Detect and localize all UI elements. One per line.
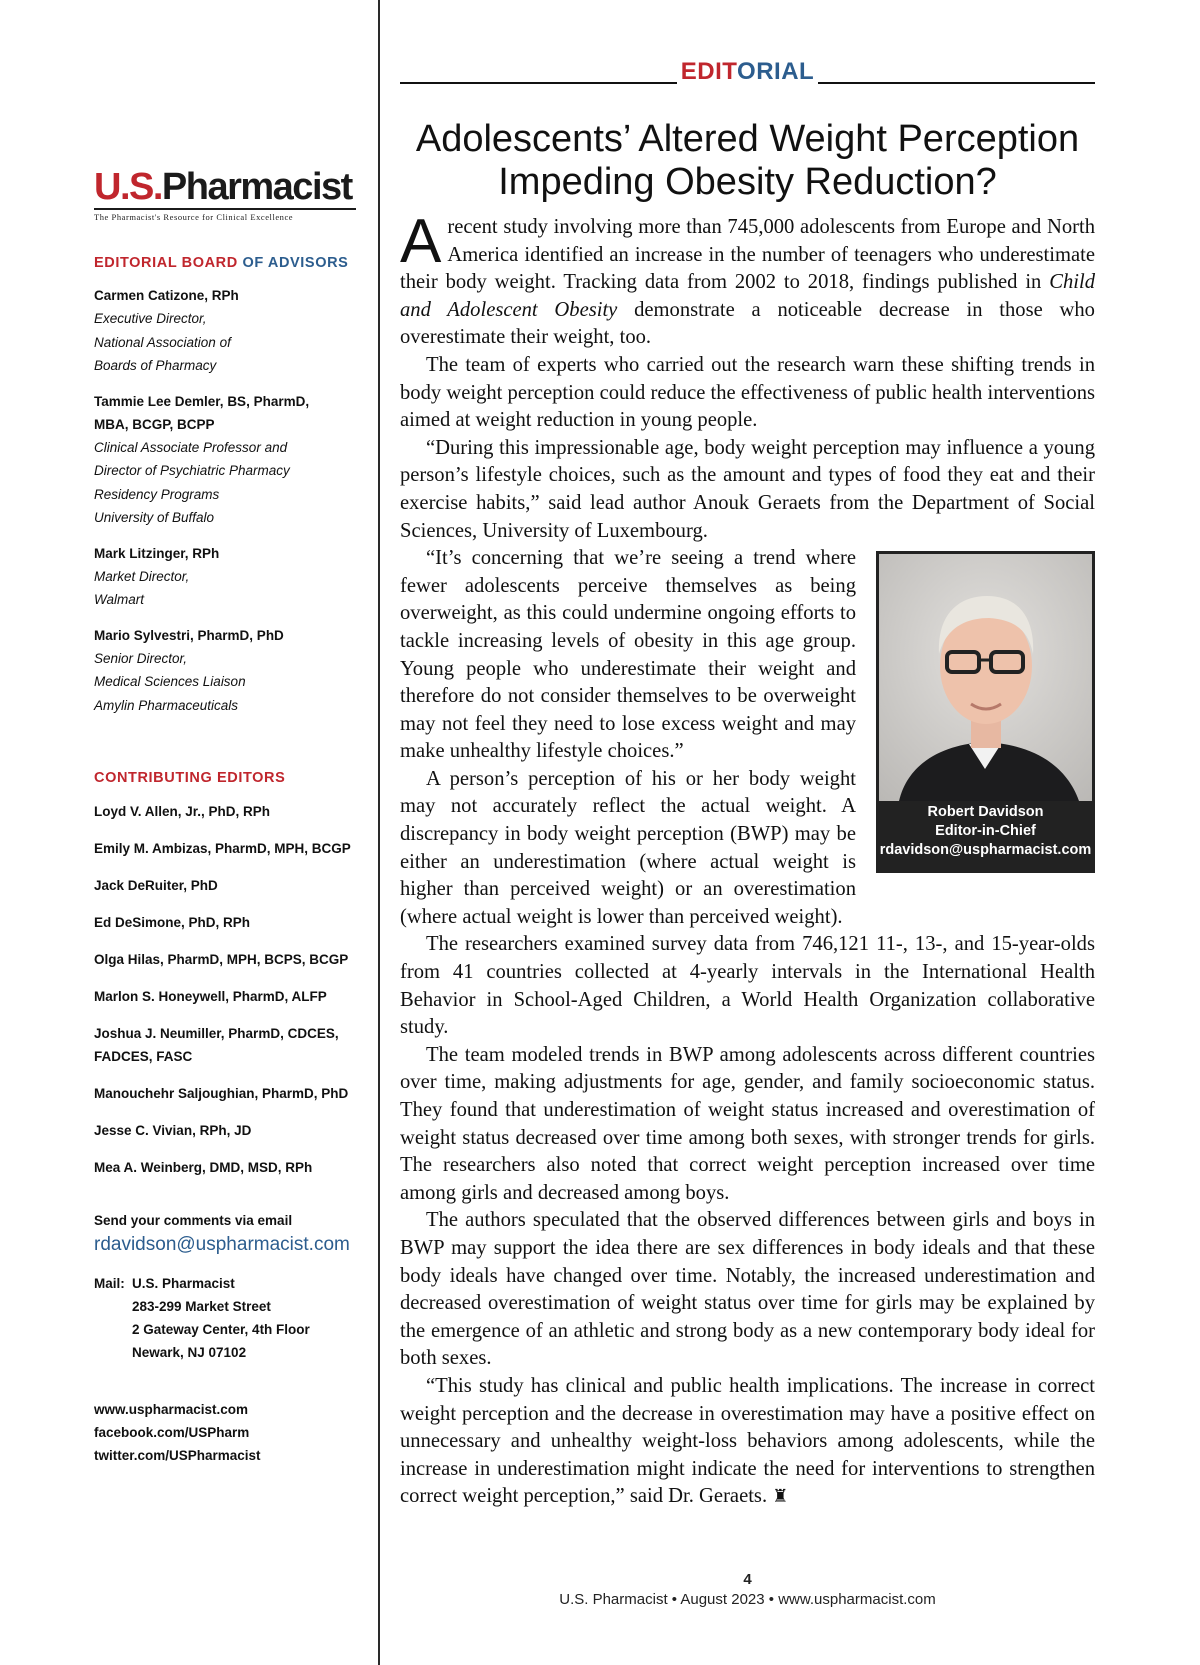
editor-portrait (879, 554, 1092, 801)
member-title: Clinical Associate Professor and (94, 439, 288, 455)
article-headline (400, 118, 1095, 204)
member-name: Carmen Catizone, RPh (94, 288, 239, 303)
member-title: Amylin Pharmaceuticals (94, 697, 239, 713)
paragraph: The team modeled trends in BWP among adolescents across different countries over time, making adjustments for age, gender, and family socioeconomic status. They found that underestimation of weight status increased and overestimation of weight status decreased over time among both sexes, with stronger trends for girls. The researchers also noted that correct weight perception increased over time among girls and decreased among boys. (400, 1043, 1095, 1204)
masthead-logo (94, 168, 356, 222)
page-number: 4 (743, 1571, 752, 1588)
mail-label: Mail: (94, 1276, 125, 1291)
mail-line: Newark, NJ 07102 (132, 1345, 247, 1360)
journal-title: Child and Adolescent Obesity (400, 271, 1095, 321)
paragraph: The researchers examined survey data from 746,121 11-, 13-, and 15-year-olds from 41 countries collected at 4-yearly intervals in the International Health Behavior in School-Aged Children, a World Health Organization collaborative study. (400, 933, 1095, 1039)
logo-text: U.S.Pharmacist (94, 166, 352, 208)
contributors-list (94, 800, 364, 1179)
member-name: Tammie Lee Demler, BS, PharmD, (94, 393, 310, 409)
mail-line: U.S. Pharmacist (132, 1276, 235, 1291)
end-mark-icon: ♜ (772, 1486, 789, 1507)
board-member (94, 624, 364, 718)
board-member (94, 284, 364, 378)
twitter-link[interactable]: twitter.com/USPharmacist (94, 1448, 261, 1463)
member-title: Walmart (94, 592, 145, 607)
editor-photo-box (876, 551, 1095, 873)
mail-address (94, 1272, 364, 1364)
section-label: EDITORIAL (400, 58, 1095, 86)
caption-name: Robert Davidson (927, 804, 1044, 821)
website-link[interactable]: www.uspharmacist.com (94, 1402, 249, 1417)
logo-rule (94, 208, 356, 210)
contributor: Mea A. Weinberg, DMD, MSD, RPh (94, 1160, 313, 1175)
paragraph: Arecent study involving more than 745,000 adolescents from Europe and North America identified an increase in the number of teenagers who underestimate their body weight. Tracking data from 2002 to 2018, findings published in Child and Adolescent Obesity demonstrate a noticeable decrease in those who overestimate their weight, too. (400, 207, 1095, 349)
caption-email[interactable]: rdavidson@uspharmacist.com (879, 842, 1092, 859)
page-footer (400, 1570, 1095, 1610)
paragraph: “It’s concerning that we’re seeing a trend where fewer adolescents perceive themselves as being overweight, as this could undermine ongoing efforts to tackle increasing levels of obesity in this age group. Young people who underestimate their weight and therefore do not consider themselves to be overweight may not feel they need to lose excess weight and may make unhealthy lifestyle choices.” (400, 547, 856, 763)
contributor: Olga Hilas, PharmD, MPH, BCPS, BCGP (94, 952, 349, 967)
contributor: Ed DeSimone, PhD, RPh (94, 915, 251, 930)
contributor: Jesse C. Vivian, RPh, JD (94, 1123, 252, 1138)
contributor: Loyd V. Allen, Jr., PhD, RPh (94, 804, 271, 819)
portrait-illustration (879, 554, 1092, 801)
board-heading: EDITORIAL BOARD OF ADVISORS (94, 255, 349, 271)
caption-role: Editor-in-Chief (935, 823, 1036, 840)
member-title: Medical Sciences Liaison (94, 674, 246, 689)
comments-email-link[interactable]: rdavidson@uspharmacist.com (94, 1234, 350, 1255)
drop-cap: A (400, 207, 442, 276)
member-title: Senior Director, (94, 650, 188, 666)
paragraph: The authors speculated that the observed differences between girls and boys in BWP may support the idea there are sex differences in body ideals and that these body ideals have changed over time. Notably, the increased underestimation and decreased overestimation of weight status over time for girls may be explained by the emergence of an athletic and strong body as a new contemporary body ideal for both sexes. (400, 1209, 1095, 1370)
member-name-cont: MBA, BCGP, BCPP (94, 416, 215, 432)
paragraph: The team of experts who carried out the research warn these shifting trends in body weight perception could reduce the effectiveness of public health interventions aimed at weight reduction in young people. (400, 353, 1095, 432)
contributor: Marlon S. Honeywell, PharmD, ALFP (94, 989, 327, 1004)
member-title: University of Buffalo (94, 510, 215, 525)
member-title: Executive Director, (94, 311, 207, 326)
facebook-link[interactable]: facebook.com/USPharm (94, 1425, 250, 1440)
member-title: Market Director, (94, 568, 190, 584)
web-links (94, 1398, 364, 1467)
board-member (94, 542, 364, 612)
paragraph: “During this impressionable age, body weight perception may influence a young person’s lifestyle choices, such as the amount and types of food they eat and their exercise habits,” said lead author Anouk Geraets from the Department of Social Sciences, University of Luxembourg. (400, 436, 1095, 542)
contributor: Emily M. Ambizas, PharmD, MPH, BCGP (94, 841, 351, 856)
headline-line: Adolescents’ Altered Weight Perception (415, 118, 1080, 160)
footer-line: U.S. Pharmacist • August 2023 • www.uspharmacist.com (559, 1591, 936, 1608)
photo-caption (876, 803, 1095, 860)
comments-block (94, 1209, 364, 1258)
contributor: Manouchehr Saljoughian, PharmD, PhD (94, 1086, 349, 1101)
contributor: Joshua J. Neumiller, PharmD, CDCES, FADCES, FASC (94, 1026, 339, 1064)
paragraph: “This study has clinical and public health implications. The increase in correct weight perception and the decrease in overestimation may have a positive effect on unnecessary and unhealthy weight-loss behaviors among adolescents, while the increase in underestimation might indicate the need for interventions to strengthen correct weight perception,” said Dr. Geraets. ♜ (400, 1374, 1095, 1508)
member-title: National Association of (94, 334, 231, 350)
board-member (94, 390, 364, 530)
mail-line: 2 Gateway Center, 4th Floor (132, 1322, 310, 1337)
member-name: Mario Sylvestri, PharmD, PhD (94, 627, 284, 643)
logo-tagline: The Pharmacist's Resource for Clinical Excellence (94, 212, 294, 222)
article-body (400, 207, 1095, 1511)
board-list (94, 284, 364, 717)
member-title: Director of Psychiatric Pharmacy (94, 463, 290, 478)
member-title: Residency Programs (94, 486, 220, 502)
sidebar (94, 168, 364, 1467)
member-name: Mark Litzinger, RPh (94, 545, 220, 561)
contributors-heading: CONTRIBUTING EDITORS (94, 770, 286, 786)
comments-label: Send your comments via email (94, 1213, 293, 1228)
contributor: Jack DeRuiter, PhD (94, 878, 218, 893)
column-divider (378, 0, 380, 1665)
paragraph: A person’s perception of his or her body weight may not accurately reflect the actual weight. A discrepancy in body weight perception (BWP) may be either an underestimation (where actual weight is higher than perceived weight) or an overestimation (where actual weight is lower than perceived weight). (400, 767, 856, 928)
member-title: Boards of Pharmacy (94, 358, 217, 373)
mail-line: 283-299 Market Street (132, 1299, 271, 1314)
headline-line: Impeding Obesity Reduction? (498, 161, 997, 203)
